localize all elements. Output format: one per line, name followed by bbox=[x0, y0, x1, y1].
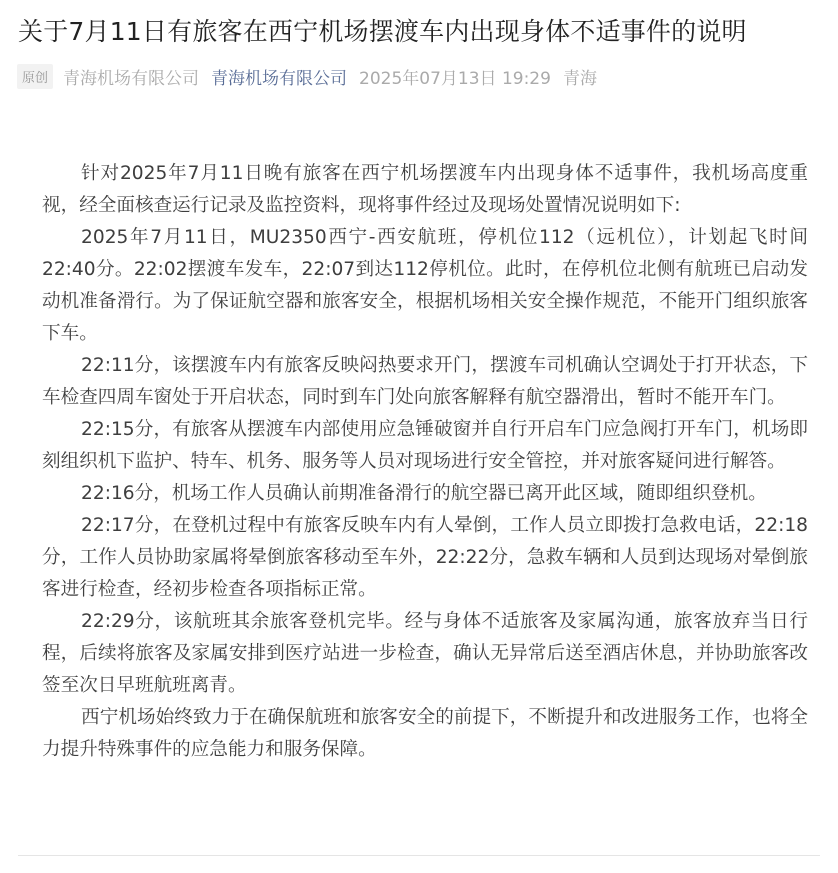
original-badge: 原创 bbox=[17, 64, 53, 89]
paragraph: 针对2025年7月11日晚有旅客在西宁机场摆渡车内出现身体不适事件，我机场高度重视，经全面核查运行记录及监控资料，现将事件经过及现场处置情况说明如下: bbox=[42, 163, 808, 216]
publish-location: 青海 bbox=[562, 69, 597, 89]
divider bbox=[18, 855, 820, 856]
author-name: 青海机场有限公司 bbox=[63, 69, 200, 89]
article-body bbox=[42, 158, 808, 766]
paragraph: 22:17分，在登机过程中有旅客反映车内有人晕倒，工作人员立即拨打急救电话，22:18分，工作人员协助家属将晕倒旅客移动至车外，22:22分，急救车辆和人员到达现场对晕倒旅客进行检查，经初步检查各项指标正常。 bbox=[42, 515, 808, 600]
article-title: 关于7月11日有旅客在西宁机场摆渡车内出现身体不适事件的说明 bbox=[18, 17, 747, 46]
paragraph: 22:16分，机场工作人员确认前期准备滑行的航空器已离开此区域，随即组织登机。 bbox=[81, 483, 767, 504]
paragraph: 西宁机场始终致力于在确保航班和旅客安全的前提下，不断提升和改进服务工作，也将全力提升特殊事件的应急能力和服务保障。 bbox=[42, 707, 808, 760]
paragraph: 22:11分，该摆渡车内有旅客反映闷热要求开门，摆渡车司机确认空调处于打开状态，下车检查四周车窗处于开启状态，同时到车门处向旅客解释有航空器滑出，暂时不能开车门。 bbox=[42, 355, 808, 408]
article-meta bbox=[17, 64, 597, 89]
paragraph: 22:29分，该航班其余旅客登机完毕。经与身体不适旅客及家属沟通，旅客放弃当日行程，后续将旅客及家属安排到医疗站进一步检查，确认无异常后送至酒店休息，并协助旅客改签至次日早班航班离青。 bbox=[42, 611, 808, 696]
publish-time: 2025年07月13日 19:29 bbox=[359, 69, 551, 89]
account-link[interactable]: 青海机场有限公司 bbox=[211, 69, 348, 89]
paragraph: 2025年7月11日，MU2350西宁-西安航班，停机位112（远机位），计划起飞时间22:40分。22:02摆渡车发车，22:07到达112停机位。此时，在停机位北侧有航班已启动发动机准备滑行。为了保证航空器和旅客安全，根据机场相关安全操作规范，不能开门组织旅客下车。 bbox=[42, 227, 808, 344]
paragraph: 22:15分，有旅客从摆渡车内部使用应急锤破窗并自行开启车门应急阀打开车门，机场即刻组织机下监护、特车、机务、服务等人员对现场进行安全管控，并对旅客疑问进行解答。 bbox=[42, 419, 808, 472]
